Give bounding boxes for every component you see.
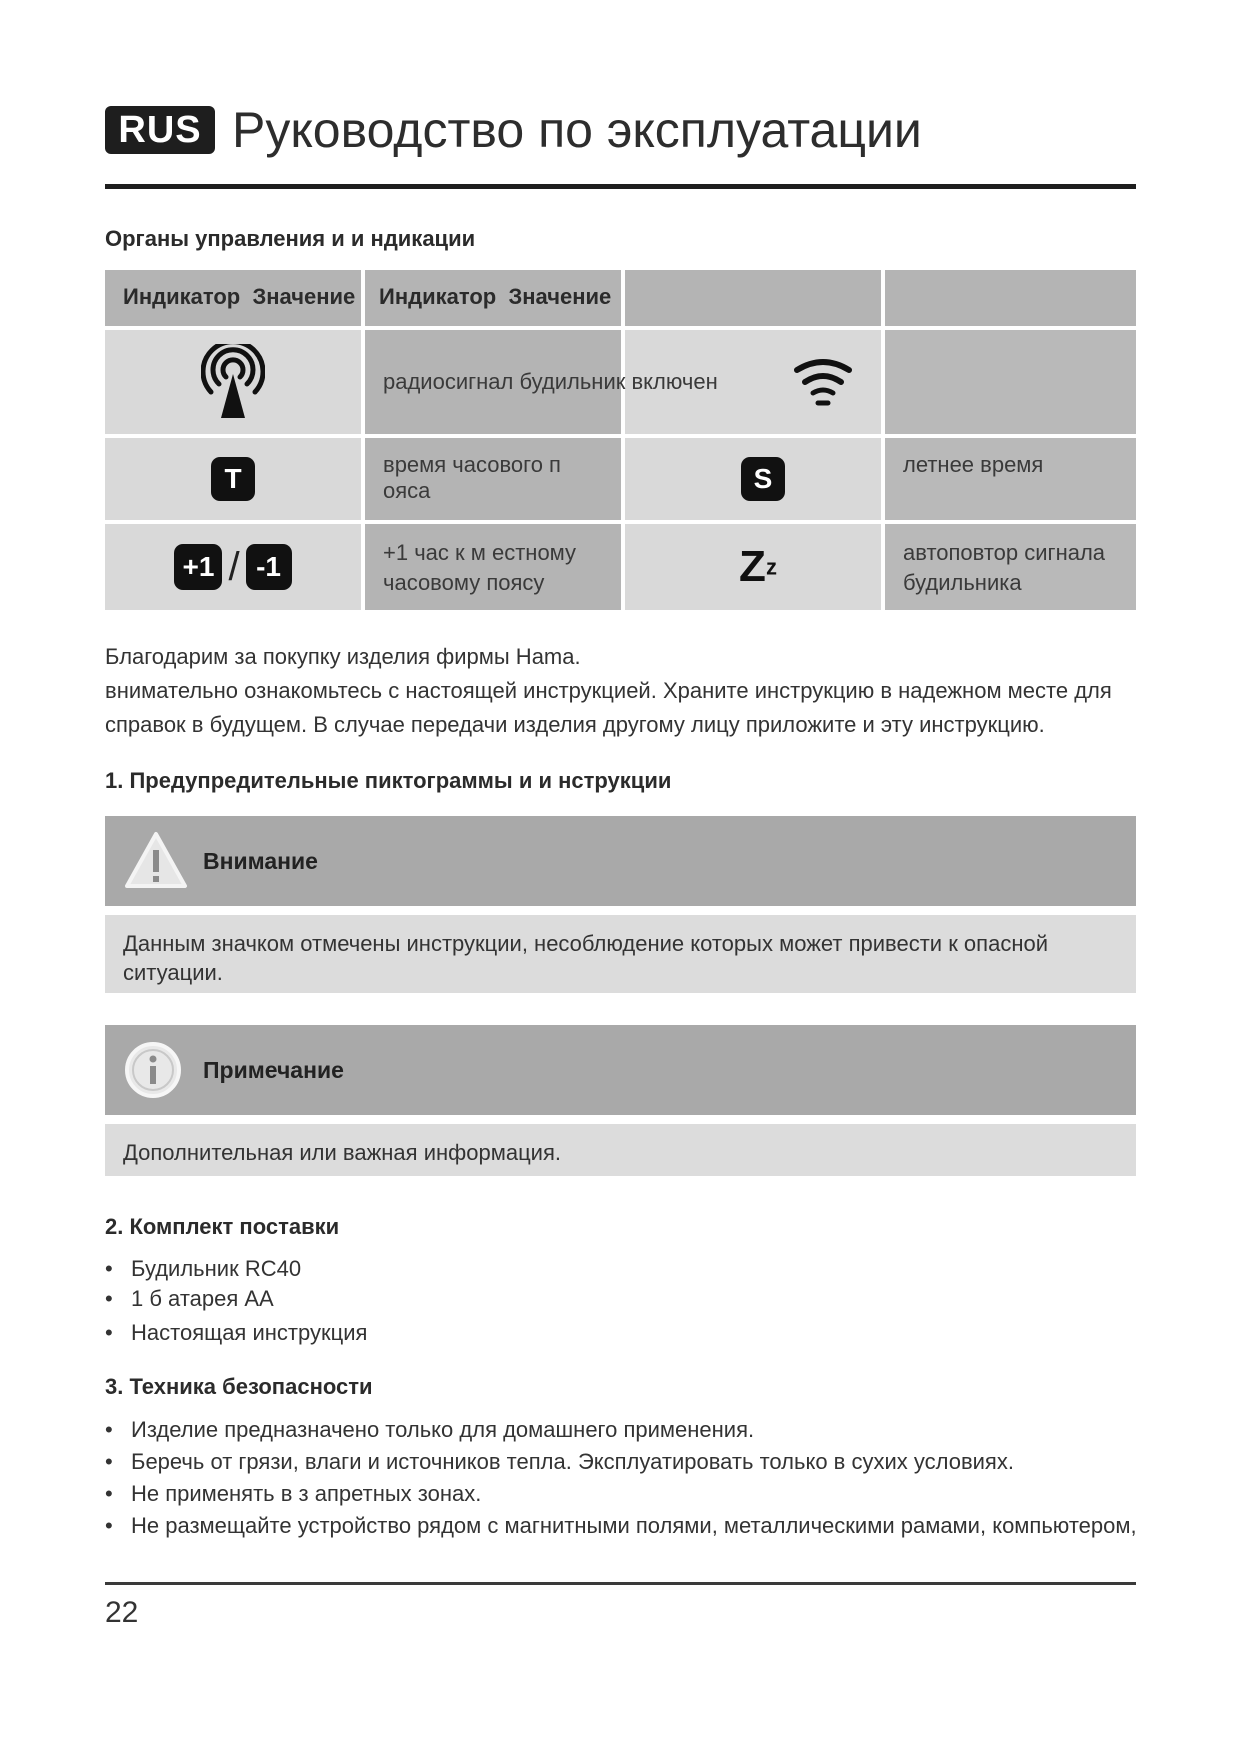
intro-paragraph (105, 640, 1136, 742)
note-body (105, 1124, 1136, 1176)
table-cell-icon (105, 438, 361, 520)
footer-rule (105, 1582, 1136, 1585)
table-header-cell (885, 270, 1136, 326)
safety-list (105, 1414, 1137, 1542)
intro-line3: справок в будущем. В случае передачи изделия другому лицу приложите и эту инструкцию. (105, 712, 1045, 737)
table-cell-text (365, 524, 621, 610)
table-cell-icon (625, 524, 881, 610)
list-item: • 1 б атарея AA (105, 1284, 367, 1314)
section1-heading: 1. Предупредительные пиктограммы и и нструкции (105, 768, 672, 793)
table-cell-text (885, 524, 1136, 610)
warning-triangle-icon (123, 830, 189, 890)
radio-signal-icon (201, 344, 265, 420)
warning-body (105, 915, 1136, 993)
summer-time-badge: S (741, 457, 785, 501)
time-zone-badge: T (211, 457, 255, 501)
table-cell-text (885, 330, 1136, 434)
header-value: Значение (252, 284, 356, 309)
warning-text-line2: ситуации. (123, 960, 223, 985)
section3-heading: 3. Техника безопасности (105, 1374, 373, 1399)
time-zone-meaning: время часового п ояса (383, 452, 561, 503)
list-item: • Будильник RC40 (105, 1254, 367, 1284)
intro-line1: Благодарим за покупку изделия фирмы Hama. (105, 644, 581, 669)
header-indicator: Индикатор (123, 284, 241, 309)
warning-header (105, 816, 1136, 906)
table-cell-text (365, 330, 718, 434)
note-text: Дополнительная или важная информация. (123, 1140, 561, 1165)
snooze-icon (739, 542, 777, 592)
summer-time-meaning: летнее время (903, 452, 1044, 477)
radio-signal-meaning: радиосигнал будильник включен (383, 369, 718, 394)
table-header-cell (625, 270, 881, 326)
header-indicator: Индикатор (379, 284, 497, 309)
table-cell-icon (625, 438, 881, 520)
table-cell-text (365, 438, 621, 520)
snooze-z-sup: z (765, 554, 777, 580)
header-rule (105, 184, 1136, 189)
slash-separator: / (228, 544, 240, 589)
snooze-meaning-line1: автоповтор сигнала (903, 540, 1106, 565)
page-number: 22 (105, 1596, 139, 1629)
warning-text-line1: Данным значком отмечены инструкции, несоблюдение которых может привести к опасной (123, 931, 1048, 956)
warning-label: Внимание (203, 848, 318, 874)
section2-heading: 2. Комплект поставки (105, 1214, 340, 1239)
list-item: • Не размещайте устройство рядом с магнитными полями, металлическими рамами, компьютером, (105, 1510, 1137, 1542)
header-value: Значение (508, 284, 612, 309)
package-contents-list (105, 1254, 367, 1348)
list-item: • Изделие предназначено только для домашнего применения. (105, 1414, 1137, 1446)
time-offset-meaning-line2: часовому поясу (383, 570, 545, 595)
table-cell-text (885, 438, 1136, 520)
list-item: • Не применять в з апретных зонах. (105, 1478, 1137, 1510)
document-title: Руководство по эксплуатации (232, 102, 922, 158)
time-offset-meaning-line1: +1 час к м естному (383, 540, 577, 565)
snooze-meaning-line2: будильника (903, 570, 1022, 595)
snooze-z: Z (739, 542, 766, 591)
controls-heading: Органы управления и и ндикации (105, 226, 476, 251)
plus-one-badge: +1 (174, 544, 222, 590)
table-cell-icon (105, 330, 361, 434)
table-cell-icon (105, 524, 361, 610)
list-item: • Настоящая инструкция (105, 1318, 367, 1348)
language-badge: RUS (105, 106, 215, 154)
note-label: Примечание (203, 1057, 344, 1083)
table-header-cell (105, 270, 361, 326)
intro-line2: внимательно ознакомьтесь с настоящей инструкцией. Храните инструкцию в надежном месте для (105, 678, 1112, 703)
table-header-cell (365, 270, 621, 326)
info-circle-icon (123, 1040, 183, 1100)
minus-one-badge: -1 (246, 544, 292, 590)
alarm-waves-icon (793, 356, 853, 408)
note-header (105, 1025, 1136, 1115)
list-item: • Беречь от грязи, влаги и источников тепла. Эксплуатировать только в сухих условиях. (105, 1446, 1137, 1478)
